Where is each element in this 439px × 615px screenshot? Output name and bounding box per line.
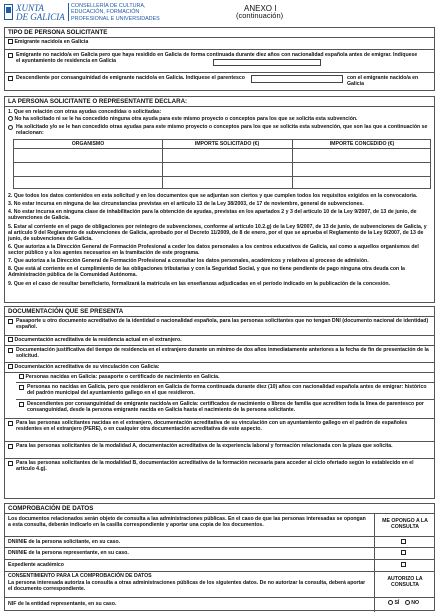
doc-resided-galicia-checkbox[interactable] [19,385,24,390]
xunta-emblem-icon [4,4,13,21]
verify-row-representative-id: DNI/NIE de la persona representante, en su caso. [8,550,129,556]
declaration-section [4,96,435,303]
aid-row-3-organism[interactable] [15,177,161,188]
oppose-applicant-id-checkbox[interactable] [401,539,406,544]
other-aid-radio[interactable] [8,125,13,130]
data-verification-section [4,503,435,611]
applicant-type-section [4,27,435,91]
table-header-granted: IMPORTE CONCEDIDO (€) [329,141,395,147]
doc-pere-label: Para las personas solicitantes nacidas en el extranjero, documentación acreditativa de su vinculación con un ayuntamiento gallego en el padrón de españoles residentes en el extranjero (PERE), o en cualquier otra documentación acreditativa de este aspecto. [16,420,408,433]
doc-modality-b-label: Para las personas solicitantes de la modalidad B, documentación acreditativa de la formación necesaria para acceder al ciclo ofertado según lo establecido en el artículo 4.g). [16,460,414,473]
doc-link-galicia-label: Documentación acreditativa de su vinculación con Galicia: [14,364,160,370]
declaration-item-1: 1. Que en relación con otras ayudas concedidas o solicitadas: [8,109,162,115]
table-header-requested: IMPORTE SOLICITADO (€) [194,141,260,147]
other-aid-table [13,139,431,189]
consent-title: CONSENTIMIENTO PARA LA COMPROBACIÓN DE DATOS [8,573,152,579]
doc-residence-time-checkbox[interactable] [8,348,13,353]
oppose-academic-record-checkbox[interactable] [401,562,406,567]
doc-residence-checkbox[interactable] [8,337,13,342]
declaration-item: 2. Que todos los datos contenidos en esta solicitud y en los documentos que se adjuntan son ciertos y que cumplen todos los requisitos exigidos en la convocatoria. [8,193,418,199]
doc-link-galicia-checkbox[interactable] [8,364,13,369]
declaration-item: 8. Que está al corriente en el cumplimiento de las obligaciones tributarias y con la Seguridad Social, y que no tiene pendiente de pago ninguna otra deuda con la Administración pública de la Comunidad Autónoma. [8,266,405,279]
section-title: TIPO DE PERSONA SOLICITANTE [5,28,434,38]
section-title: COMPROBACIÓN DE DATOS [5,504,434,514]
declaration-items-list [8,193,431,287]
doc-born-galicia-label: Personas nacidas en Galicia: pasaporte o certificado de nacimiento en Galicia. [25,374,220,380]
authorize-yes-radio[interactable] [388,600,393,605]
verify-row-academic-record: Expediente académico [8,562,64,568]
verification-intro: Los documentos relacionados serán objeto de consulta a las administraciones públicas. En el caso de que las personas interesadas se opongan a esta consulta, deberán indicarlo en la casilla correspondiente y aportar una copia de los documentos. [8,516,366,529]
section-title: LA PERSONA SOLICITANTE O REPRESENTANTE DECLARA: [5,97,434,107]
documents-section [4,306,435,499]
declaration-item: 7. Que autoriza a la Dirección General de Formación Profesional a consultar los datos personales, académicos y relativos al proceso de admisión. [8,258,369,265]
kinship-field[interactable] [251,75,343,83]
doc-passport-checkbox[interactable] [8,319,13,324]
aid-row-1-organism[interactable] [15,149,161,161]
annex-title: ANEXO I [244,4,277,13]
verify-row-applicant-id: DNI/NIE de la persona solicitante, en su caso. [8,539,121,545]
other-aid-label: Ha solicitado y/o se le han concedido otras ayudas para este mismo proyecto o conceptos para los que se solicita esta subvención, que son las que a continuación se relacionan: [16,124,428,137]
declaration-item: 6. Que autoriza a la Dirección General de Formación Profesional a ceder los datos personales a los centros educativos de Galicia, así como a aquellos organismos del sector público y a los agentes necesarios en la tramitación de este programa. [8,243,419,256]
declaration-item: 9. Que en el caso de resultar beneficiario, formalizará la matrícula en las enseñanzas adjudicadas en el período indicado en la publicación de la concesión. [8,280,390,287]
residence-municipality-field[interactable] [213,59,321,66]
resided-in-galicia-label: Emigrante no nacido/a en Galicia pero que haya residido en Galicia de forma continuada durante diez años con nacionalidad española antes de emigrar. Indíquese el ayuntamiento de residencia en Galicia [16,52,418,65]
authorize-yes-label: SÍ [394,600,400,606]
doc-descendant-label: Descendientes por consanguinidad de emigrante nacido/a en Galicia: certificados de nacimiento o libros de familia que acrediten toda la línea de parentesco por consanguinidad, desde la persona emigrante nacida en Galicia hasta el nacimiento de la persona solicitante. [27,401,424,414]
no-other-aid-label: No ha solicitado ni se le ha concedido ninguna otra ayuda para este mismo proyecto o conceptos para los que se solicita esta subvención. [14,116,358,122]
doc-modality-b-checkbox[interactable] [8,461,13,466]
declaration-item: 5. Estar al corriente en el pago de obligaciones por reintegro de subvenciones, conforme al artículo 10.2.g) de la Ley 9/2007, de 13 de junio, de subvenciones de Galicia, y al artículo 9 del Reglamento de subvenciones de Galicia, aprobado por el Decreto 11/2009, de 8 de enero, por el que se aprueba el Reglamento de la Ley 9/2007, de 13 de junio, de subvenciones de Galicia. [8,223,427,242]
no-other-aid-radio[interactable] [8,116,13,121]
descendant-label-end: con el emigrante nacido/a en Galicia [347,75,419,88]
authorize-no-radio[interactable] [405,600,410,605]
doc-descendant-checkbox[interactable] [19,402,24,407]
descendant-checkbox[interactable] [8,76,13,81]
section-title: DOCUMENTACIÓN QUE SE PRESENTA [5,307,434,317]
doc-residence-label: Documentación acreditativa de la residencia actual en el extranjero. [14,337,182,343]
doc-pere-checkbox[interactable] [8,421,13,426]
logo-line2: DE GALICIA [16,12,65,22]
table-header-organism: ORGANISMO [71,141,105,147]
doc-resided-galicia-label: Personas no nacidas en Galicia, pero que residieron en Galicia de forma continuada durante diez (10) años con nacionalidad española antes de emigrar: histórico del padrón municipal del ayuntamiento gallego en el que residieron. [27,384,427,397]
xunta-logo [4,2,66,24]
born-in-galicia-checkbox[interactable] [8,39,13,44]
resided-in-galicia-checkbox[interactable] [8,53,13,58]
annex-subtitle: (continuación) [236,11,284,20]
oppose-representative-id-checkbox[interactable] [401,550,406,555]
authorize-no-label: NO [411,600,420,606]
doc-modality-a-checkbox[interactable] [8,444,13,449]
doc-passport-label: Pasaporte u otro documento acreditativo de la identidad o nacionalidad española, para las personas solicitantes que no tengan DNI (documento nacional de identidad) español. [16,318,429,331]
doc-residence-time-label: Documentación justificativa del tiempo de residencia en el extranjero durante un mínimo de dos años inmediatamente anteriores a la fecha de fin de presentación de la solicitud. [16,347,429,360]
logo-line1: XUNTA [16,3,44,13]
descendant-label: Descendiente por consanguinidad de emigrante nacido/a en Galicia. Indíquese el parentesco [16,75,245,81]
born-in-galicia-label: Emigrante nacido/a en Galicia [14,39,89,45]
declaration-item: 3. No estar incursa en ninguna de las circunstancias previstas en el artículo 13 de la Ley 38/2003, de 17 de noviembre, general de subvenciones. [8,201,364,208]
oppose-column-header: ME OPONGO A LA CONSULTA [382,518,428,531]
department-name: CONSELLERÍA DE CULTURA, EDUCACIÓN, FORMACIÓN PROFESIONAL E UNIVERSIDADES [71,3,160,22]
verify-row-entity-nif: NIF de la entidad representante, en su caso. [8,601,117,607]
consent-text: La persona interesada autoriza la consulta a otras administraciones públicas de los siguientes datos. De no autorizar la consulta, deberá aportar el documento correspondiente. [8,580,366,593]
authorize-column-header: AUTORIZO LA CONSULTA [387,576,423,589]
declaration-item: 4. No estar incursa en ninguna clase de inhabilitación para la obtención de ayudas, previstas en los apartados 2 y 3 del artículo 10 de la Ley 9/2007, de 13 de junio, de subvenciones de Galicia. [8,209,417,222]
doc-born-galicia-checkbox[interactable] [19,374,24,379]
doc-modality-a-label: Para las personas solicitantes de la modalidad A, documentación acreditativa de la experiencia laboral y formación relacionada con la plaza que solicita. [16,443,393,449]
aid-row-2-organism[interactable] [15,163,161,175]
